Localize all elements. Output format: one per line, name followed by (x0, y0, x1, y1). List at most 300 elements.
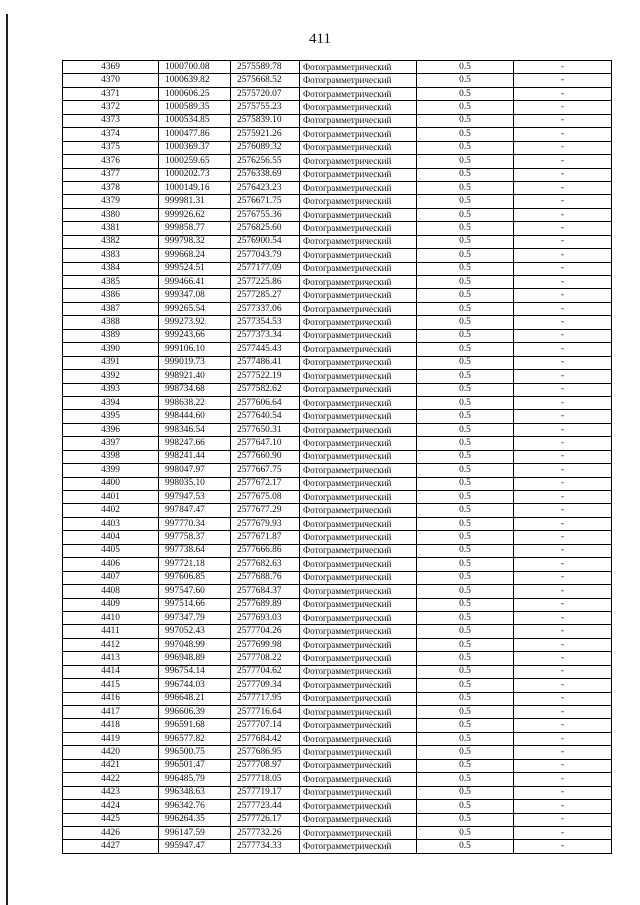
table-row (63, 370, 612, 383)
accuracy-cell: 0.5 (417, 598, 514, 611)
note-cell: - (514, 826, 612, 839)
y-coordinate-cell: 2577671.87 (231, 531, 300, 544)
x-coordinate-cell: 996591.68 (159, 719, 231, 732)
x-coordinate-cell: 997048.99 (159, 638, 231, 651)
note-cell: - (514, 128, 612, 141)
note-cell: - (514, 329, 612, 342)
table-row (63, 343, 612, 356)
point-number-cell: 4415 (63, 679, 159, 692)
point-number-cell: 4418 (63, 719, 159, 732)
y-coordinate-cell: 2577373.34 (231, 329, 300, 342)
accuracy-cell: 0.5 (417, 732, 514, 745)
y-coordinate-cell: 2577708.22 (231, 652, 300, 665)
point-number-cell: 4392 (63, 370, 159, 383)
method-cell: Фотограмметрический (300, 423, 417, 436)
accuracy-cell: 0.5 (417, 477, 514, 490)
point-number-cell: 4405 (63, 544, 159, 557)
point-number-cell: 4379 (63, 195, 159, 208)
method-cell: Фотограмметрический (300, 732, 417, 745)
method-cell: Фотограмметрический (300, 181, 417, 194)
note-cell: - (514, 544, 612, 557)
x-coordinate-cell: 1000639.82 (159, 74, 231, 87)
accuracy-cell: 0.5 (417, 316, 514, 329)
y-coordinate-cell: 2577486.41 (231, 356, 300, 369)
y-coordinate-cell: 2575720.07 (231, 87, 300, 100)
note-cell: - (514, 396, 612, 409)
y-coordinate-cell: 2577177.09 (231, 262, 300, 275)
x-coordinate-cell: 996577.82 (159, 732, 231, 745)
table-row (63, 181, 612, 194)
method-cell: Фотограмметрический (300, 168, 417, 181)
x-coordinate-cell: 999981.31 (159, 195, 231, 208)
accuracy-cell: 0.5 (417, 679, 514, 692)
x-coordinate-cell: 998247.66 (159, 437, 231, 450)
table-row (63, 706, 612, 719)
accuracy-cell: 0.5 (417, 423, 514, 436)
page-number: 411 (309, 31, 331, 47)
table-row (63, 208, 612, 221)
y-coordinate-cell: 2577043.79 (231, 249, 300, 262)
table-row (63, 235, 612, 248)
method-cell: Фотограмметрический (300, 87, 417, 100)
y-coordinate-cell: 2577675.08 (231, 491, 300, 504)
method-cell: Фотограмметрический (300, 477, 417, 490)
method-cell: Фотограмметрический (300, 531, 417, 544)
point-number-cell: 4386 (63, 289, 159, 302)
point-number-cell: 4372 (63, 101, 159, 114)
x-coordinate-cell: 999798.32 (159, 235, 231, 248)
accuracy-cell: 0.5 (417, 625, 514, 638)
point-number-cell: 4400 (63, 477, 159, 490)
method-cell: Фотограмметрический (300, 611, 417, 624)
y-coordinate-cell: 2577522.19 (231, 370, 300, 383)
accuracy-cell: 0.5 (417, 571, 514, 584)
table-row (63, 155, 612, 168)
y-coordinate-cell: 2577640.54 (231, 410, 300, 423)
y-coordinate-cell: 2577693.03 (231, 611, 300, 624)
point-number-cell: 4425 (63, 813, 159, 826)
x-coordinate-cell: 999926.62 (159, 208, 231, 221)
coordinates-table-body (63, 61, 612, 854)
x-coordinate-cell: 999273.92 (159, 316, 231, 329)
y-coordinate-cell: 2577684.42 (231, 732, 300, 745)
note-cell: - (514, 87, 612, 100)
method-cell: Фотограмметрический (300, 437, 417, 450)
y-coordinate-cell: 2576423.23 (231, 181, 300, 194)
point-number-cell: 4388 (63, 316, 159, 329)
note-cell: - (514, 786, 612, 799)
point-number-cell: 4420 (63, 746, 159, 759)
accuracy-cell: 0.5 (417, 826, 514, 839)
table-row (63, 262, 612, 275)
accuracy-cell: 0.5 (417, 706, 514, 719)
point-number-cell: 4397 (63, 437, 159, 450)
y-coordinate-cell: 2577716.64 (231, 706, 300, 719)
x-coordinate-cell: 999668.24 (159, 249, 231, 262)
method-cell: Фотограмметрический (300, 679, 417, 692)
note-cell: - (514, 114, 612, 127)
x-coordinate-cell: 996485.79 (159, 773, 231, 786)
accuracy-cell: 0.5 (417, 343, 514, 356)
note-cell: - (514, 74, 612, 87)
x-coordinate-cell: 999106.10 (159, 343, 231, 356)
accuracy-cell: 0.5 (417, 773, 514, 786)
table-row (63, 517, 612, 530)
accuracy-cell: 0.5 (417, 437, 514, 450)
note-cell: - (514, 759, 612, 772)
accuracy-cell: 0.5 (417, 450, 514, 463)
y-coordinate-cell: 2575589.78 (231, 61, 300, 74)
point-number-cell: 4399 (63, 464, 159, 477)
table-row (63, 826, 612, 839)
point-number-cell: 4396 (63, 423, 159, 436)
table-row (63, 114, 612, 127)
point-number-cell: 4374 (63, 128, 159, 141)
note-cell: - (514, 638, 612, 651)
table-row (63, 544, 612, 557)
y-coordinate-cell: 2577445.43 (231, 343, 300, 356)
note-cell: - (514, 625, 612, 638)
note-cell: - (514, 840, 612, 853)
y-coordinate-cell: 2577707.14 (231, 719, 300, 732)
x-coordinate-cell: 996342.76 (159, 800, 231, 813)
note-cell: - (514, 276, 612, 289)
accuracy-cell: 0.5 (417, 74, 514, 87)
table-row (63, 598, 612, 611)
accuracy-cell: 0.5 (417, 141, 514, 154)
note-cell: - (514, 585, 612, 598)
note-cell: - (514, 410, 612, 423)
note-cell: - (514, 61, 612, 74)
x-coordinate-cell: 998047.97 (159, 464, 231, 477)
method-cell: Фотограмметрический (300, 208, 417, 221)
table-row (63, 531, 612, 544)
method-cell: Фотограмметрический (300, 491, 417, 504)
x-coordinate-cell: 1000477.86 (159, 128, 231, 141)
method-cell: Фотограмметрический (300, 249, 417, 262)
x-coordinate-cell: 997947.53 (159, 491, 231, 504)
point-number-cell: 4380 (63, 208, 159, 221)
note-cell: - (514, 423, 612, 436)
method-cell: Фотограмметрический (300, 571, 417, 584)
table-row (63, 719, 612, 732)
table-row (63, 571, 612, 584)
accuracy-cell: 0.5 (417, 383, 514, 396)
note-cell: - (514, 262, 612, 275)
x-coordinate-cell: 996500.75 (159, 746, 231, 759)
y-coordinate-cell: 2577667.75 (231, 464, 300, 477)
x-coordinate-cell: 997514.66 (159, 598, 231, 611)
accuracy-cell: 0.5 (417, 181, 514, 194)
note-cell: - (514, 155, 612, 168)
point-number-cell: 4427 (63, 840, 159, 853)
point-number-cell: 4387 (63, 302, 159, 315)
x-coordinate-cell: 1000700.08 (159, 61, 231, 74)
x-coordinate-cell: 998444.60 (159, 410, 231, 423)
point-number-cell: 4375 (63, 141, 159, 154)
method-cell: Фотограмметрический (300, 114, 417, 127)
accuracy-cell: 0.5 (417, 692, 514, 705)
x-coordinate-cell: 998734.68 (159, 383, 231, 396)
x-coordinate-cell: 996754.14 (159, 665, 231, 678)
point-number-cell: 4404 (63, 531, 159, 544)
y-coordinate-cell: 2577285.27 (231, 289, 300, 302)
point-number-cell: 4413 (63, 652, 159, 665)
point-number-cell: 4421 (63, 759, 159, 772)
point-number-cell: 4382 (63, 235, 159, 248)
note-cell: - (514, 558, 612, 571)
note-cell: - (514, 504, 612, 517)
point-number-cell: 4389 (63, 329, 159, 342)
y-coordinate-cell: 2577684.37 (231, 585, 300, 598)
point-number-cell: 4377 (63, 168, 159, 181)
accuracy-cell: 0.5 (417, 638, 514, 651)
y-coordinate-cell: 2576755.36 (231, 208, 300, 221)
y-coordinate-cell: 2575839.10 (231, 114, 300, 127)
y-coordinate-cell: 2576256.55 (231, 155, 300, 168)
y-coordinate-cell: 2576671.75 (231, 195, 300, 208)
y-coordinate-cell: 2576825.60 (231, 222, 300, 235)
x-coordinate-cell: 1000369.37 (159, 141, 231, 154)
point-number-cell: 4419 (63, 732, 159, 745)
accuracy-cell: 0.5 (417, 370, 514, 383)
method-cell: Фотограмметрический (300, 759, 417, 772)
note-cell: - (514, 477, 612, 490)
note-cell: - (514, 598, 612, 611)
note-cell: - (514, 611, 612, 624)
note-cell: - (514, 356, 612, 369)
x-coordinate-cell: 999466.41 (159, 276, 231, 289)
accuracy-cell: 0.5 (417, 504, 514, 517)
y-coordinate-cell: 2575668.52 (231, 74, 300, 87)
note-cell: - (514, 235, 612, 248)
x-coordinate-cell: 997606.85 (159, 571, 231, 584)
note-cell: - (514, 181, 612, 194)
table-row (63, 491, 612, 504)
accuracy-cell: 0.5 (417, 87, 514, 100)
table-row (63, 276, 612, 289)
table-row (63, 87, 612, 100)
note-cell: - (514, 370, 612, 383)
note-cell: - (514, 732, 612, 745)
table-row (63, 74, 612, 87)
method-cell: Фотограмметрический (300, 840, 417, 853)
note-cell: - (514, 773, 612, 786)
y-coordinate-cell: 2577734.33 (231, 840, 300, 853)
method-cell: Фотограмметрический (300, 450, 417, 463)
accuracy-cell: 0.5 (417, 544, 514, 557)
point-number-cell: 4385 (63, 276, 159, 289)
method-cell: Фотограмметрический (300, 141, 417, 154)
table-row (63, 316, 612, 329)
table-row (63, 464, 612, 477)
y-coordinate-cell: 2577718.05 (231, 773, 300, 786)
y-coordinate-cell: 2577354.53 (231, 316, 300, 329)
y-coordinate-cell: 2576089.32 (231, 141, 300, 154)
x-coordinate-cell: 995947.47 (159, 840, 231, 853)
accuracy-cell: 0.5 (417, 464, 514, 477)
note-cell: - (514, 343, 612, 356)
note-cell: - (514, 249, 612, 262)
point-number-cell: 4424 (63, 800, 159, 813)
method-cell: Фотограмметрический (300, 504, 417, 517)
table-row (63, 195, 612, 208)
note-cell: - (514, 168, 612, 181)
table-row (63, 692, 612, 705)
method-cell: Фотограмметрический (300, 222, 417, 235)
method-cell: Фотограмметрический (300, 746, 417, 759)
accuracy-cell: 0.5 (417, 491, 514, 504)
x-coordinate-cell: 997770.34 (159, 517, 231, 530)
page-margin-line (6, 14, 8, 905)
method-cell: Фотограмметрический (300, 665, 417, 678)
accuracy-cell: 0.5 (417, 611, 514, 624)
y-coordinate-cell: 2577666.86 (231, 544, 300, 557)
accuracy-cell: 0.5 (417, 585, 514, 598)
table-row (63, 396, 612, 409)
note-cell: - (514, 692, 612, 705)
y-coordinate-cell: 2577686.95 (231, 746, 300, 759)
x-coordinate-cell: 997347.79 (159, 611, 231, 624)
accuracy-cell: 0.5 (417, 759, 514, 772)
accuracy-cell: 0.5 (417, 786, 514, 799)
accuracy-cell: 0.5 (417, 101, 514, 114)
method-cell: Фотограмметрический (300, 302, 417, 315)
x-coordinate-cell: 998241.44 (159, 450, 231, 463)
point-number-cell: 4411 (63, 625, 159, 638)
accuracy-cell: 0.5 (417, 396, 514, 409)
method-cell: Фотограмметрический (300, 544, 417, 557)
table-row (63, 625, 612, 638)
x-coordinate-cell: 997052.43 (159, 625, 231, 638)
method-cell: Фотограмметрический (300, 410, 417, 423)
accuracy-cell: 0.5 (417, 235, 514, 248)
table-row (63, 141, 612, 154)
table-row (63, 611, 612, 624)
method-cell: Фотограмметрический (300, 276, 417, 289)
x-coordinate-cell: 997547.60 (159, 585, 231, 598)
note-cell: - (514, 437, 612, 450)
x-coordinate-cell: 997758.37 (159, 531, 231, 544)
x-coordinate-cell: 996264.35 (159, 813, 231, 826)
x-coordinate-cell: 996744.03 (159, 679, 231, 692)
y-coordinate-cell: 2576900.54 (231, 235, 300, 248)
method-cell: Фотограмметрический (300, 625, 417, 638)
method-cell: Фотограмметрический (300, 370, 417, 383)
x-coordinate-cell: 999243.66 (159, 329, 231, 342)
method-cell: Фотограмметрический (300, 598, 417, 611)
point-number-cell: 4403 (63, 517, 159, 530)
note-cell: - (514, 706, 612, 719)
y-coordinate-cell: 2575755.23 (231, 101, 300, 114)
table-row (63, 759, 612, 772)
table-row (63, 329, 612, 342)
accuracy-cell: 0.5 (417, 329, 514, 342)
point-number-cell: 4407 (63, 571, 159, 584)
table-row (63, 585, 612, 598)
table-row (63, 410, 612, 423)
point-number-cell: 4416 (63, 692, 159, 705)
y-coordinate-cell: 2577688.76 (231, 571, 300, 584)
x-coordinate-cell: 1000534.85 (159, 114, 231, 127)
table-row (63, 356, 612, 369)
note-cell: - (514, 531, 612, 544)
accuracy-cell: 0.5 (417, 262, 514, 275)
point-number-cell: 4370 (63, 74, 159, 87)
point-number-cell: 4391 (63, 356, 159, 369)
note-cell: - (514, 665, 612, 678)
y-coordinate-cell: 2577225.86 (231, 276, 300, 289)
point-number-cell: 4401 (63, 491, 159, 504)
accuracy-cell: 0.5 (417, 128, 514, 141)
method-cell: Фотограмметрический (300, 356, 417, 369)
accuracy-cell: 0.5 (417, 652, 514, 665)
note-cell: - (514, 450, 612, 463)
x-coordinate-cell: 1000202.73 (159, 168, 231, 181)
y-coordinate-cell: 2577650.31 (231, 423, 300, 436)
x-coordinate-cell: 999347.08 (159, 289, 231, 302)
point-number-cell: 4422 (63, 773, 159, 786)
point-number-cell: 4384 (63, 262, 159, 275)
note-cell: - (514, 195, 612, 208)
point-number-cell: 4394 (63, 396, 159, 409)
table-row (63, 249, 612, 262)
x-coordinate-cell: 997738.64 (159, 544, 231, 557)
note-cell: - (514, 800, 612, 813)
accuracy-cell: 0.5 (417, 195, 514, 208)
note-cell: - (514, 289, 612, 302)
table-row (63, 477, 612, 490)
table-row (63, 504, 612, 517)
y-coordinate-cell: 2577717.95 (231, 692, 300, 705)
table-row (63, 679, 612, 692)
coordinates-table (62, 60, 612, 854)
method-cell: Фотограмметрический (300, 383, 417, 396)
x-coordinate-cell: 996147.59 (159, 826, 231, 839)
point-number-cell: 4378 (63, 181, 159, 194)
table-row (63, 800, 612, 813)
y-coordinate-cell: 2577337.06 (231, 302, 300, 315)
accuracy-cell: 0.5 (417, 222, 514, 235)
method-cell: Фотограмметрический (300, 289, 417, 302)
table-row (63, 222, 612, 235)
method-cell: Фотограмметрический (300, 638, 417, 651)
x-coordinate-cell: 997721.18 (159, 558, 231, 571)
method-cell: Фотограмметрический (300, 316, 417, 329)
point-number-cell: 4410 (63, 611, 159, 624)
accuracy-cell: 0.5 (417, 289, 514, 302)
table-row (63, 450, 612, 463)
accuracy-cell: 0.5 (417, 665, 514, 678)
x-coordinate-cell: 998921.40 (159, 370, 231, 383)
method-cell: Фотограмметрический (300, 101, 417, 114)
point-number-cell: 4398 (63, 450, 159, 463)
y-coordinate-cell: 2577679.93 (231, 517, 300, 530)
y-coordinate-cell: 2577689.89 (231, 598, 300, 611)
table-row (63, 652, 612, 665)
x-coordinate-cell: 1000259.65 (159, 155, 231, 168)
y-coordinate-cell: 2577704.62 (231, 665, 300, 678)
note-cell: - (514, 383, 612, 396)
x-coordinate-cell: 996606.39 (159, 706, 231, 719)
point-number-cell: 4417 (63, 706, 159, 719)
table-row (63, 558, 612, 571)
x-coordinate-cell: 1000589.35 (159, 101, 231, 114)
method-cell: Фотограмметрический (300, 61, 417, 74)
note-cell: - (514, 464, 612, 477)
method-cell: Фотограмметрический (300, 692, 417, 705)
x-coordinate-cell: 1000149.16 (159, 181, 231, 194)
